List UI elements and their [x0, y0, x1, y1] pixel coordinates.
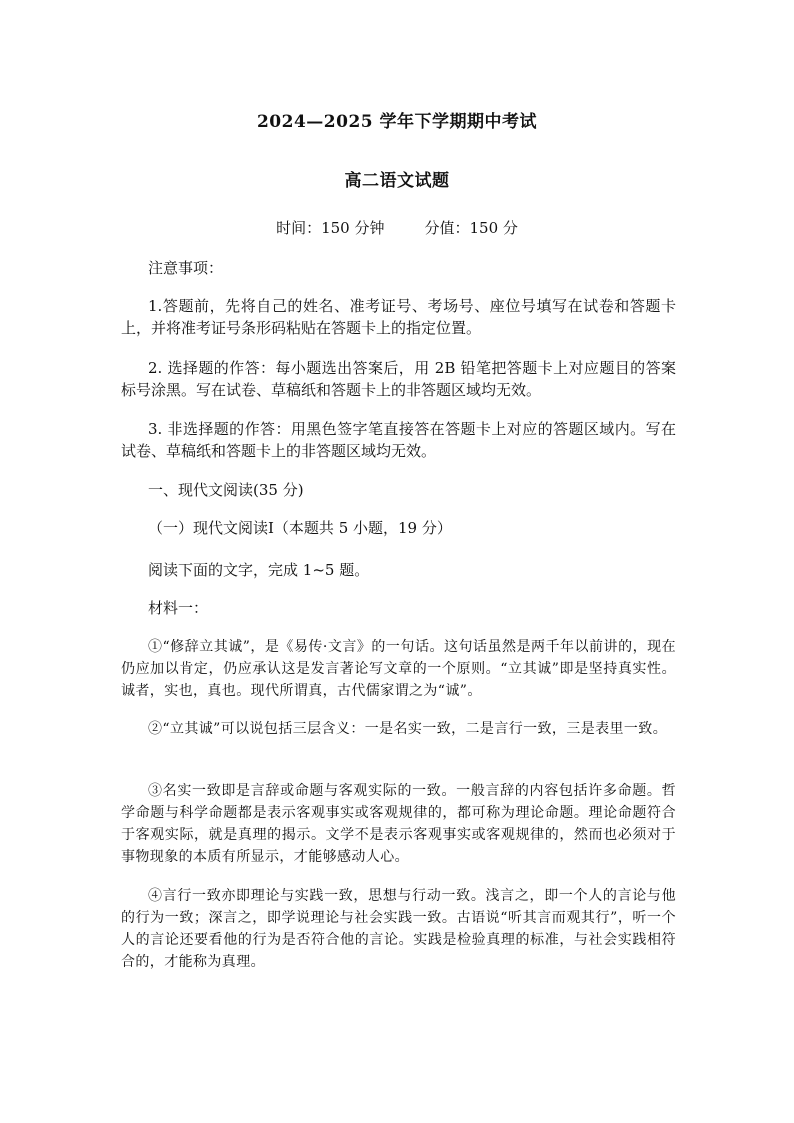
- reading-instruction: 阅读下面的文字，完成 1~5 题。: [148, 561, 370, 579]
- material-paragraph-1: ①“修辞立其诚”，是《易传·文言》的一句话。这句话虽然是两千年以前讲的，现在仍应加以肯定，仍应承认这是发言著论写文章的一个原则。“立其诚”即是坚持真实性。诚者，实也，真也。现代所谓真，古代儒家谓之为“诚”。: [121, 639, 676, 699]
- section-subheading: （一）现代文阅读Ⅰ（本题共 5 小题，19 分）: [148, 519, 452, 537]
- material-paragraph-2: ②“立其诚”可以说包括三层含义：一是名实一致，二是言行一致，三是表里一致。: [148, 721, 668, 737]
- material-label: 材料一：: [148, 599, 209, 617]
- subject-title: 高二语文试题: [344, 171, 450, 191]
- material-paragraph-4: ④言行一致亦即理论与实践一致，思想与行动一致。浅言之，即一个人的言论与他的行为一致；深言之，即学说理论与社会实践一致。古语说“听其言而观其行”，听一个人的言论还要看他的行为是否符合他的言论。实践是检验真理的标准，与社会实践相符合的，才能称为真理。: [121, 888, 676, 970]
- material-paragraph-3: ③名实一致即是言辞或命题与客观实际的一致。一般言辞的内容包括许多命题。哲学命题与科学命题都是表示客观事实或客观规律的，都可称为理论命题。理论命题符合于客观实际，就是真理的揭示。文学不是表示客观事实或客观规律的，然而也必须对于事物现象的本质有所显示，才能够感动人心。: [121, 783, 676, 865]
- score-label: 分值：150 分: [424, 219, 518, 237]
- notice-item-1: 1.答题前，先将自己的姓名、准考证号、考场号、座位号填写在试卷和答题卡上，并将准考证号条形码粘贴在答题卡上的指定位置。: [121, 297, 676, 337]
- notice-item-2: 2. 选择题的作答：每小题选出答案后，用 2B 铅笔把答题卡上对应题目的答案标号涂黑。写在试卷、草稿纸和答题卡上的非答题区域均无效。: [121, 359, 676, 399]
- section-heading: 一、现代文阅读(35 分): [148, 481, 304, 499]
- exam-meta: [0, 217, 794, 238]
- notice-item-3: 3. 非选择题的作答：用黑色签字笔直接答在答题卡上对应的答题区域内。写在试卷、草稿纸和答题卡上的非答题区域均无效。: [121, 420, 676, 460]
- time-label: 时间：150 分钟: [276, 219, 385, 237]
- notice-heading: 注意事项：: [148, 259, 224, 277]
- exam-title: 2024—2025 学年下学期期中考试: [256, 112, 538, 132]
